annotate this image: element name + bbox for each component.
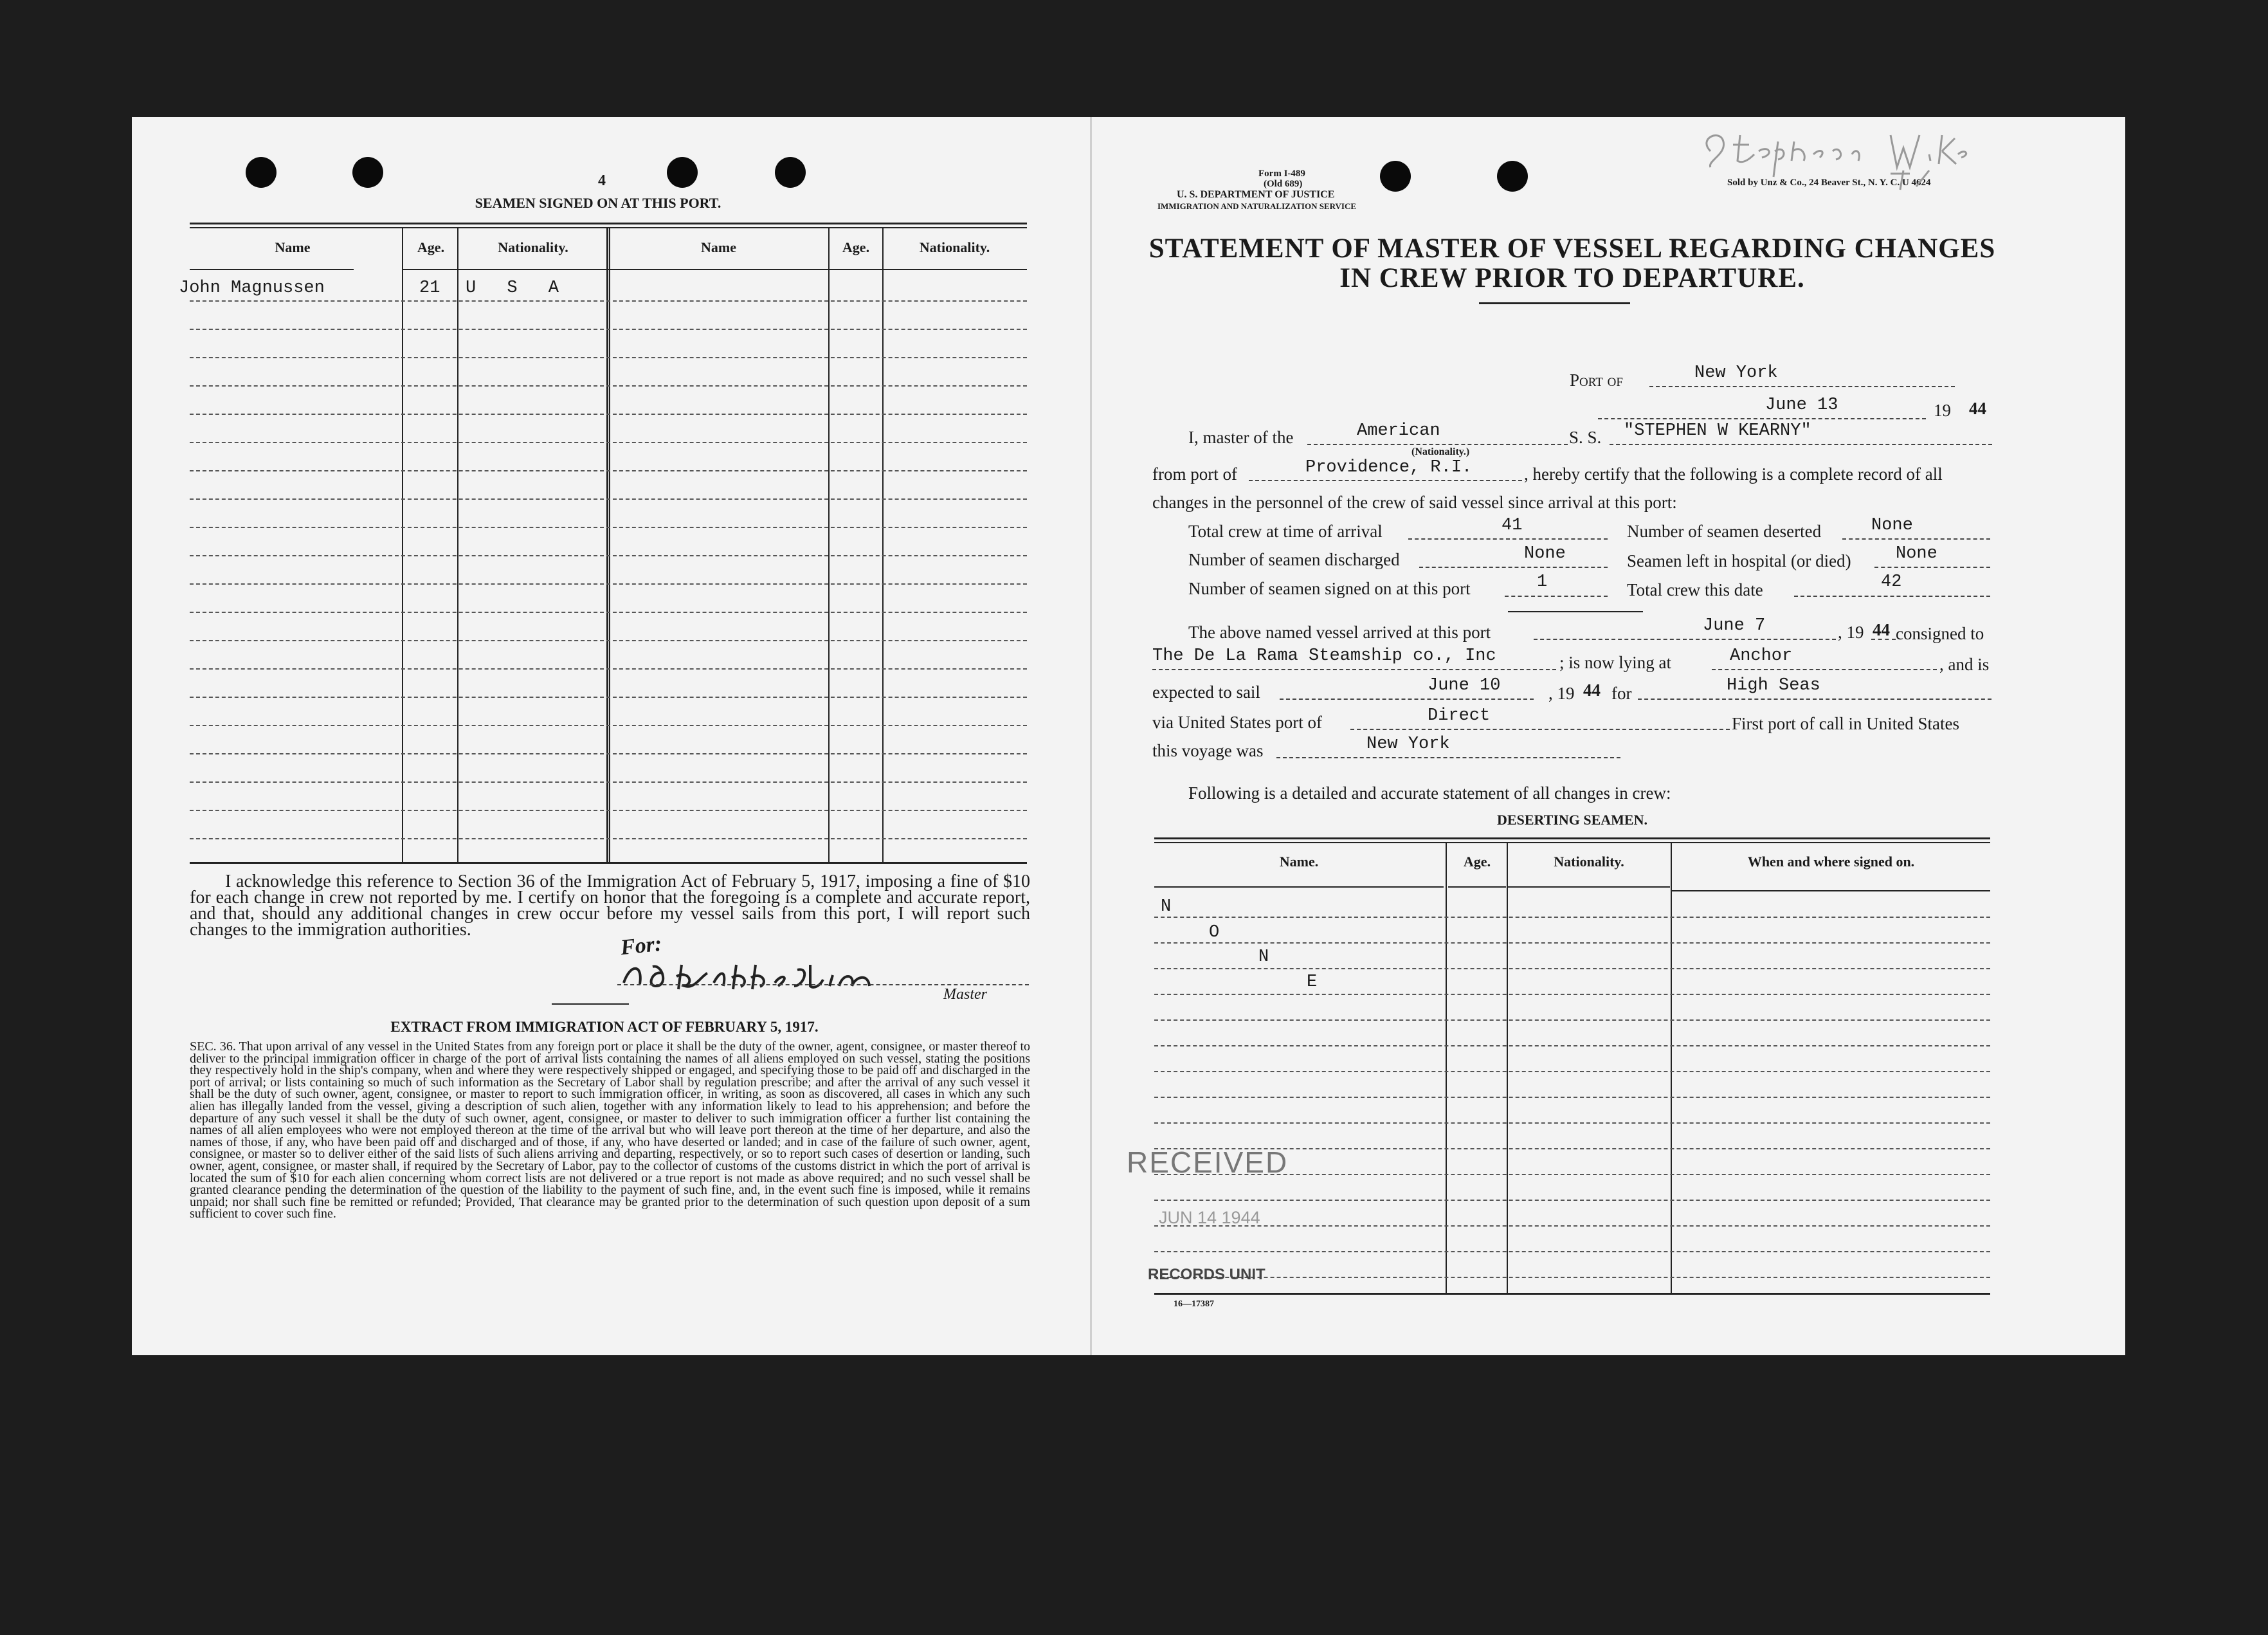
col-header-nationality: Nationality. xyxy=(919,239,990,255)
col-header-age: Age. xyxy=(417,239,445,255)
from-port-value: Providence, R.I. xyxy=(1305,458,1473,477)
field-line xyxy=(1638,699,1991,700)
year-prefix: 19 xyxy=(1934,401,1951,420)
rule xyxy=(190,862,1027,864)
sail-year: 44 xyxy=(1583,680,1601,700)
consigned-label: consigned to xyxy=(1896,624,1984,643)
table-row xyxy=(190,385,1027,387)
expected-label: expected to sail xyxy=(1152,682,1260,702)
col-header-nationality: Nationality. xyxy=(498,239,568,255)
field-line xyxy=(1874,567,1990,568)
discharged-label: Number of seamen discharged xyxy=(1188,550,1400,569)
table-row xyxy=(190,725,1027,726)
header-rule xyxy=(190,269,354,270)
lying-value: Anchor xyxy=(1730,646,1793,666)
punch-hole xyxy=(246,157,277,188)
table-row xyxy=(190,300,1027,302)
field-line xyxy=(1280,699,1534,700)
field-line xyxy=(1350,729,1730,730)
header-rule xyxy=(403,269,458,270)
total-crew-arrival-label: Total crew at time of arrival xyxy=(1188,522,1383,541)
punch-hole xyxy=(1497,161,1528,192)
certify-text: , hereby certify that the following is a complete record of all xyxy=(1524,464,1943,484)
via-label: via United States port of xyxy=(1152,713,1322,732)
rule xyxy=(190,227,1027,228)
port-value: New York xyxy=(1694,363,1778,383)
total-crew-arrival-value: 41 xyxy=(1501,516,1523,535)
table-row xyxy=(190,555,1027,556)
main-title: STATEMENT OF MASTER OF VESSEL REGARDING CHANGES xyxy=(1148,233,1996,264)
table-row xyxy=(1154,1097,1990,1098)
col-line xyxy=(828,228,830,862)
destination-value: High Seas xyxy=(1727,676,1820,695)
col-line xyxy=(606,228,608,862)
date-value: June 13 xyxy=(1765,396,1838,415)
col-header-age: Age. xyxy=(842,239,870,255)
sail-date-value: June 10 xyxy=(1428,676,1501,695)
header-rule xyxy=(1672,890,1990,891)
punch-hole xyxy=(352,157,383,188)
total-crew-date-label: Total crew this date xyxy=(1627,580,1763,599)
printer-note: Sold by Unz & Co., 24 Beaver St., N. Y. C. U 4624 xyxy=(1727,178,1931,188)
none-letter-n: N xyxy=(1258,947,1269,967)
field-line xyxy=(1794,596,1990,597)
rule xyxy=(1154,1293,1990,1295)
left-title: SEAMEN SIGNED ON AT THIS PORT. xyxy=(475,195,721,211)
master-label: Master xyxy=(943,986,987,1003)
table-row xyxy=(190,498,1027,500)
records-unit-stamp: RECORDS UNIT xyxy=(1148,1266,1266,1283)
table-row xyxy=(1154,994,1990,995)
master-signature xyxy=(617,957,939,996)
year-value: 44 xyxy=(1969,399,1986,418)
field-line xyxy=(1842,538,1990,540)
table-row xyxy=(190,697,1027,698)
col-header-name: Name xyxy=(701,239,736,255)
table-row xyxy=(190,527,1027,528)
header-rule xyxy=(1448,886,1506,888)
field-line xyxy=(1408,538,1608,540)
table-row xyxy=(1154,1019,1990,1021)
and-is-label: , and is xyxy=(1939,655,1990,674)
col-header-name: Name. xyxy=(1279,854,1319,870)
table-row xyxy=(190,753,1027,754)
table-row xyxy=(190,781,1027,783)
punch-hole xyxy=(667,157,698,188)
field-line xyxy=(1276,757,1620,758)
header-rule xyxy=(830,269,882,270)
table-row xyxy=(190,668,1027,670)
rule xyxy=(1154,842,1990,843)
table-row xyxy=(190,640,1027,641)
master-of-label: I, master of the xyxy=(1188,428,1294,447)
center-fold xyxy=(1090,117,1092,1355)
lying-at-label: ; is now lying at xyxy=(1559,653,1671,672)
header-rule xyxy=(1154,886,1444,888)
print-code: 16—17387 xyxy=(1174,1299,1214,1309)
col-line xyxy=(457,228,458,862)
via-value: Direct xyxy=(1428,706,1491,726)
field-line xyxy=(1534,639,1836,640)
table-row xyxy=(190,810,1027,811)
voyage-label: this voyage was xyxy=(1152,741,1264,760)
extract-text: SEC. 36. That upon arrival of any vessel in the United States from any foreign port or place it shall be the duty of the owner, agent, consignee, or master thereof to deliver to the principal immigration officer in charge of the port of arrival lists containing the names of all aliens employed on such vessel, stating the positions they respectively hold in the ship's company, when and where they were respectively shipped or engaged, and specifying those to be paid off and discharged in the port of arrival; or lists containing so much of such information as the Secretary of Labor shall by regulation prescribe; and after the arrival of any such vessel it shall be the duty of such owner, agent, consignee, or master to report to such immigration officer, in writing, as soon as discovered, all cases in which any such alien has illegally landed from the vessel, giving a description of such alien, together with any information likely to lead to his apprehension; and before the departure of any such vessel it shall be the duty of such owner, agent, consignee, or master to deliver to such immigration officer a further list containing the names of all alien employees who were not employed thereon at the time of the arrival but who will leave port thereon at the time of her departure, and also the names of those, if any, who have been paid off and discharged and of those, if any, who have deserted or landed; and in case of the failure of such owner, agent, consignee, or master so to deliver either of the said lists of such aliens arriving and departing, respectively, or so to report such cases of desertion or landing, such owner, agent, consignee, or master shall, if required by the Secretary of Labor, pay to the collector of customs of the customs district in which the port of arrival is located the sum of $10 for each alien concerning whom correct lists are not delivered or a true report is not made as above required; and no such vessel shall be granted clearance pending the determination of the question of the liability to the payment of such fine, and, in the event such fine is imposed, while it remains unpaid; nor shall such fine be remitted or refunded; Provided, That clearance may be granted prior to the determination of such question upon deposit of a sum sufficient to cover such fine. xyxy=(190,1039,1030,1221)
from-port-label: from port of xyxy=(1152,464,1237,484)
arrival-date-value: June 7 xyxy=(1703,616,1766,635)
signature-line xyxy=(617,984,1029,985)
header-rule xyxy=(608,269,830,270)
department: U. S. DEPARTMENT OF JUSTICE xyxy=(1177,189,1335,200)
table-row xyxy=(1154,1200,1990,1201)
following-label: Following is a detailed and accurate statement of all changes in crew: xyxy=(1188,783,1671,803)
col-header-nationality: Nationality. xyxy=(1554,854,1624,870)
arrival-year-prefix: , 19 xyxy=(1838,623,1864,642)
col-line xyxy=(882,228,884,862)
arrival-year: 44 xyxy=(1873,620,1890,639)
table-row xyxy=(1154,1277,1990,1278)
short-rule xyxy=(552,1003,629,1005)
main-title-line2: IN CREW PRIOR TO DEPARTURE. xyxy=(1339,263,1805,293)
table-row xyxy=(190,414,1027,415)
date-field xyxy=(1598,418,1926,419)
table-row xyxy=(190,442,1027,443)
table-row xyxy=(1154,1045,1990,1046)
table-row xyxy=(190,838,1027,839)
voyage-value: New York xyxy=(1366,735,1450,754)
extract-title: EXTRACT FROM IMMIGRATION ACT OF FEBRUARY 5, 1917. xyxy=(390,1019,819,1035)
first-port-label: First port of call in United States xyxy=(1732,714,1959,733)
table-row xyxy=(1154,1225,1990,1227)
table-row xyxy=(1154,1071,1990,1072)
col-header-age: Age. xyxy=(1463,854,1491,870)
table-row xyxy=(1154,942,1990,944)
field-line xyxy=(1505,596,1608,597)
vessel-value: "STEPHEN W KEARNY" xyxy=(1624,421,1811,441)
table-row xyxy=(1154,968,1990,969)
none-letter-o: O xyxy=(1209,923,1220,942)
seaman-age: 21 xyxy=(419,279,440,298)
stamped-handwritten-name xyxy=(1698,116,1981,193)
table-row xyxy=(1154,1122,1990,1124)
field-line xyxy=(1419,567,1608,568)
from-port-field xyxy=(1249,480,1522,481)
field-line xyxy=(1871,639,1896,640)
service: IMMIGRATION AND NATURALIZATION SERVICE xyxy=(1157,201,1357,211)
none-letter-e: E xyxy=(1307,973,1318,992)
deserting-title: DESERTING SEAMEN. xyxy=(1497,812,1647,828)
hospital-value: None xyxy=(1896,544,1937,563)
nationality-value: American xyxy=(1357,421,1440,441)
seaman-name: John Magnussen xyxy=(179,279,325,298)
rule xyxy=(190,223,1027,224)
port-label: Port of xyxy=(1570,370,1623,390)
table-row xyxy=(190,357,1027,358)
short-rule xyxy=(1508,611,1643,612)
certify-text-line2: changes in the personnel of the crew of said vessel since arrival at this port: xyxy=(1152,493,1677,512)
signature-for-label: For: xyxy=(619,931,663,960)
table-row xyxy=(190,583,1027,585)
stamp-date: JUN 14 1944 xyxy=(1159,1208,1260,1227)
form-number: Form I-489 xyxy=(1258,169,1305,179)
hospital-label: Seamen left in hospital (or died) xyxy=(1627,551,1851,571)
punch-hole xyxy=(775,157,806,188)
acknowledgment: I acknowledge this reference to Section 36 of the Immigration Act of February 5, 1917, imposing a fine of $10 for each change in crew not reported by me. I certify on honor that the foregoing is a complete and accurate report, and that, should any additional changes in crew occur before my vessel sails from this port, I will report such changes to the immigration authorities. xyxy=(190,872,1030,940)
received-stamp: RECEIVED xyxy=(1127,1146,1289,1179)
for-label: for xyxy=(1611,684,1632,703)
col-header-when-where: When and where signed on. xyxy=(1747,854,1915,870)
col-line xyxy=(402,228,403,862)
discharged-value: None xyxy=(1524,544,1566,563)
vessel-field xyxy=(1610,444,1992,445)
header-rule xyxy=(1508,886,1670,888)
nationality-field xyxy=(1307,444,1568,445)
punch-hole xyxy=(1380,161,1411,192)
table-row xyxy=(190,470,1027,471)
table-row xyxy=(1154,1251,1990,1252)
table-row xyxy=(190,329,1027,330)
sail-year-prefix: , 19 xyxy=(1548,684,1575,703)
none-letter-n: N xyxy=(1161,897,1172,917)
ss-label: S. S. xyxy=(1569,428,1602,447)
consignee-value: The De La Rama Steamship co., Inc xyxy=(1152,646,1496,666)
nationality-caption: (Nationality.) xyxy=(1411,446,1470,457)
seaman-nationality: U S A xyxy=(466,279,570,298)
deserted-label: Number of seamen deserted xyxy=(1627,522,1822,541)
field-line xyxy=(1712,669,1937,670)
rule xyxy=(1154,837,1990,839)
title-underline xyxy=(1479,302,1630,304)
deserted-value: None xyxy=(1871,516,1913,535)
form-old-number: (Old 689) xyxy=(1264,179,1303,189)
header-rule xyxy=(458,269,608,270)
signed-on-value: 1 xyxy=(1537,572,1548,592)
field-line xyxy=(1152,669,1556,670)
port-field xyxy=(1649,386,1955,387)
table-row xyxy=(190,612,1027,613)
col-line xyxy=(609,228,610,862)
signed-on-label: Number of seamen signed on at this port xyxy=(1188,579,1471,598)
page-number: 4 xyxy=(598,172,606,189)
header-rule xyxy=(882,269,1027,270)
total-crew-date-value: 42 xyxy=(1881,572,1902,592)
arrived-label: The above named vessel arrived at this port xyxy=(1188,623,1491,642)
col-header-name: Name xyxy=(275,239,311,255)
table-row xyxy=(1154,917,1990,918)
